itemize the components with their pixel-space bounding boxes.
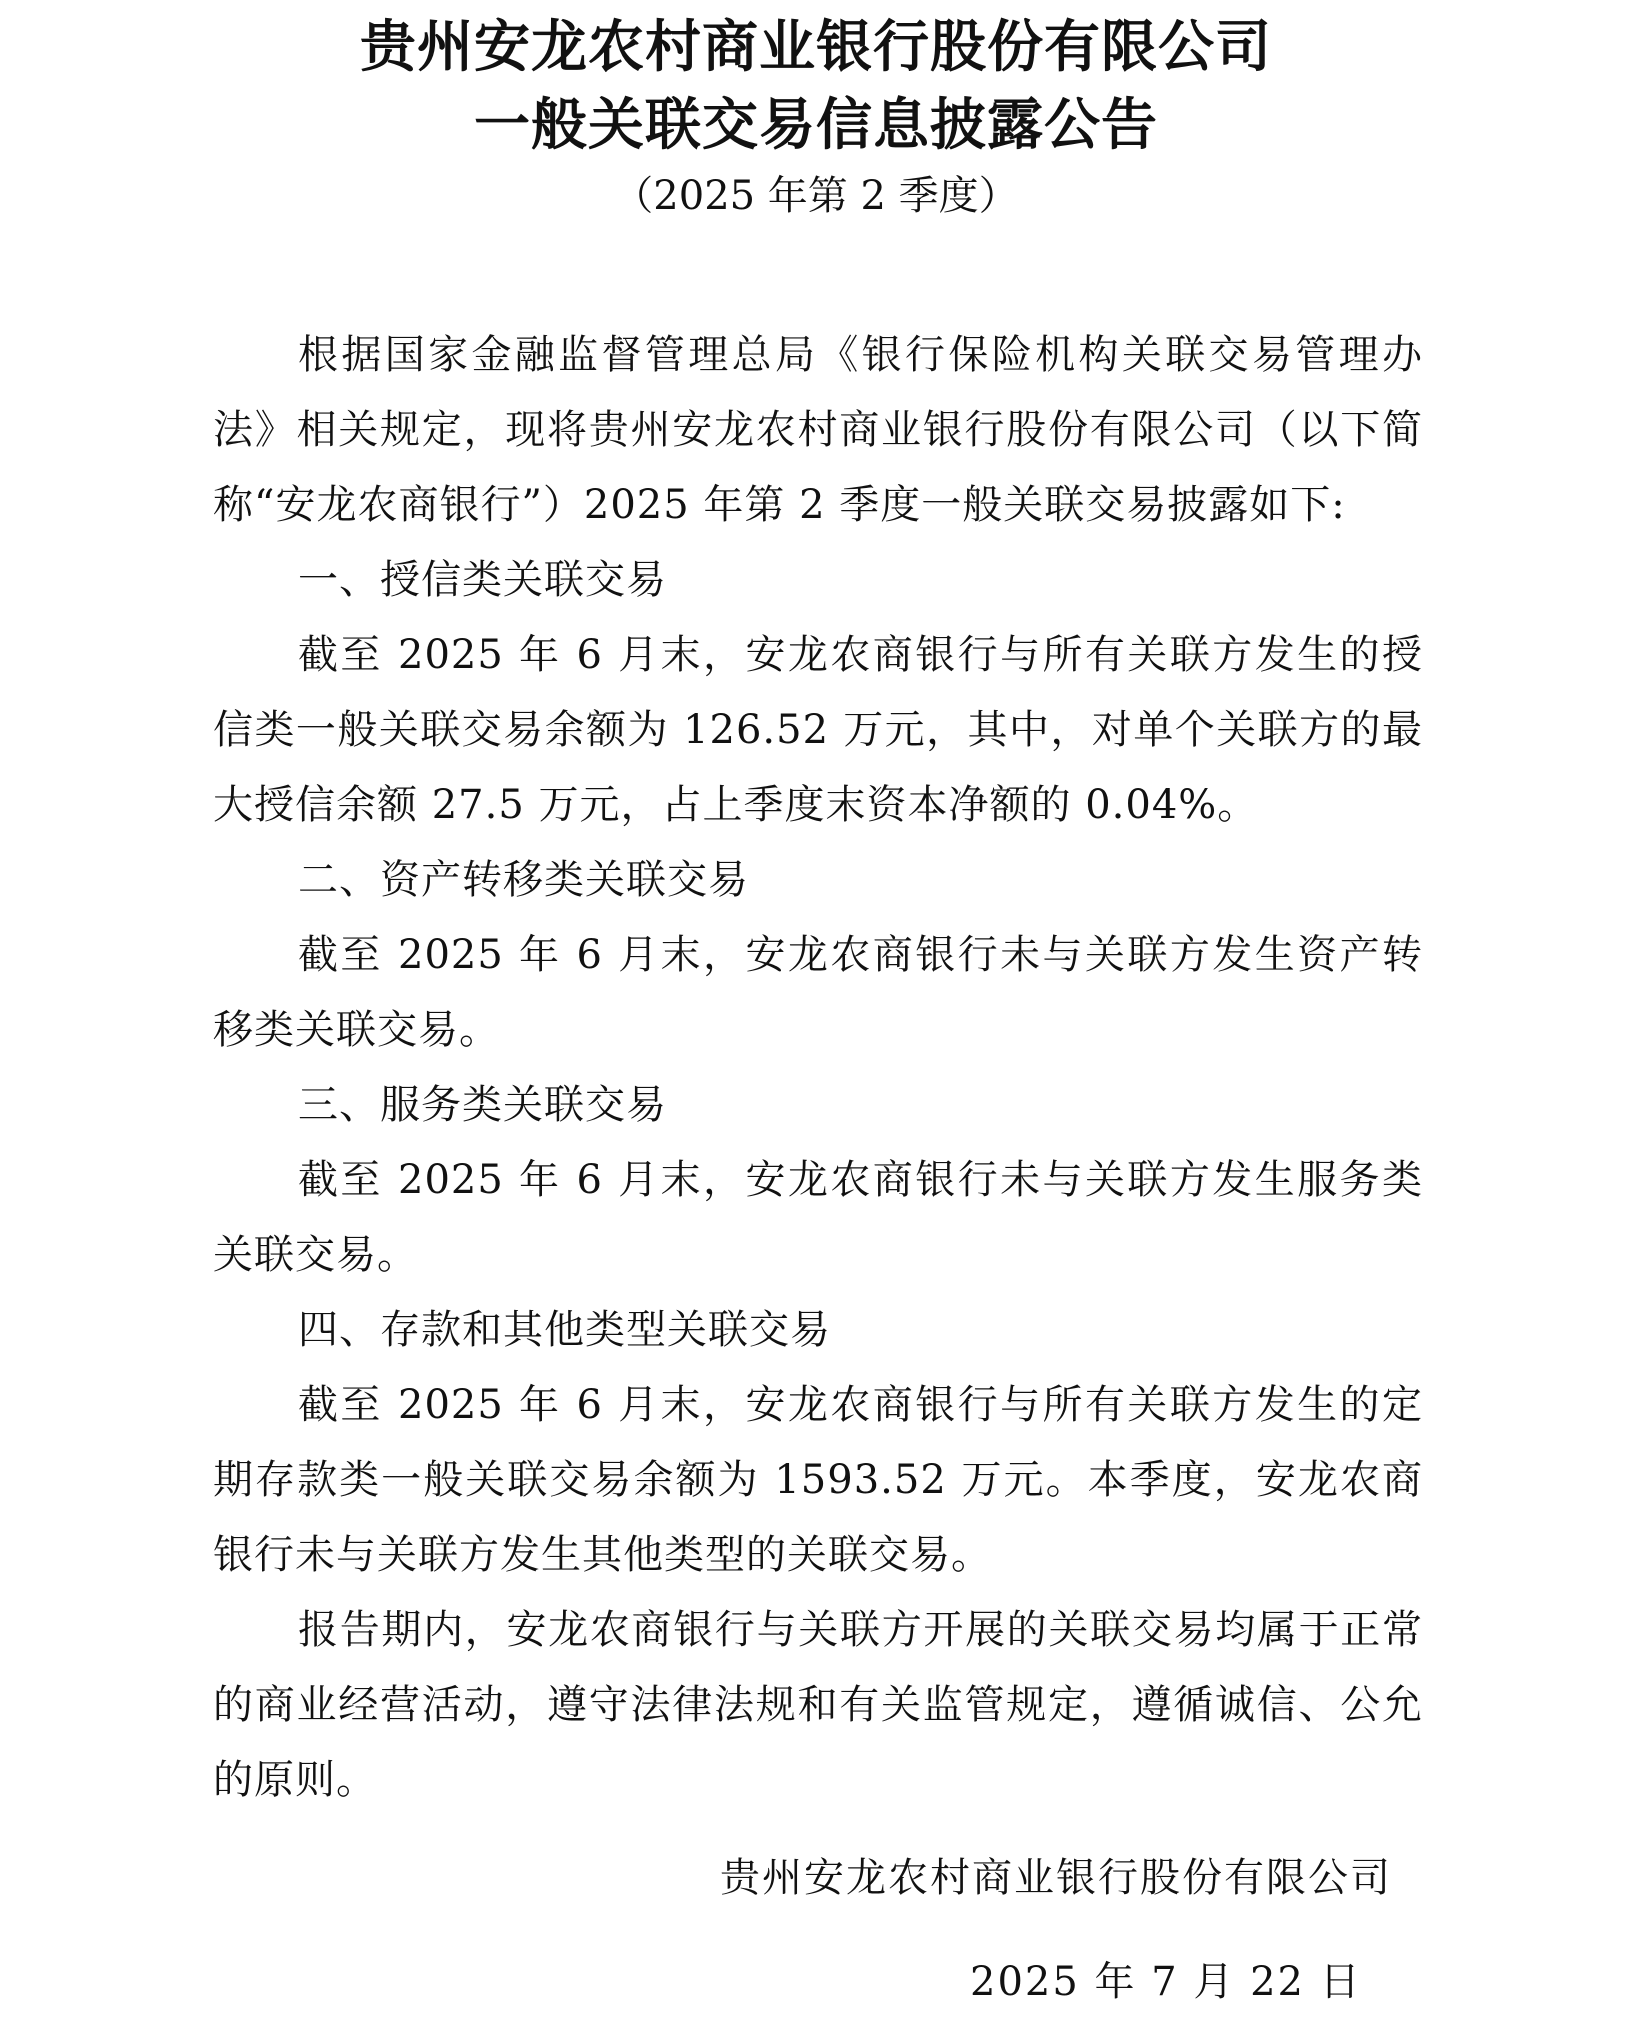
document-title-line2: 一般关联交易信息披露公告	[474, 92, 1158, 158]
document-subtitle: （2025 年第 2 季度）	[613, 173, 1019, 219]
section-heading-deposit-other: 四、存款和其他类型关联交易	[298, 1307, 831, 1353]
document-title-line1: 贵州安龙农村商业银行股份有限公司	[360, 14, 1272, 80]
signature-date: 2025 年 7 月 22 日	[970, 1959, 1362, 2005]
document-body	[213, 318, 1423, 1818]
signature-company: 贵州安龙农村商业银行股份有限公司	[720, 1855, 1392, 1901]
section-heading-asset-transfer: 二、资产转移类关联交易	[298, 857, 749, 903]
section-text-asset-transfer: 截至 2025 年 6 月末，安龙农商银行未与关联方发生资产转移类关联交易。	[213, 932, 1423, 1053]
intro-paragraph: 根据国家金融监督管理总局《银行保险机构关联交易管理办法》相关规定，现将贵州安龙农村商业银行股份有限公司（以下简称“安龙农商银行”）2025 年第 2 季度一般关联交易披露如下:	[213, 332, 1423, 528]
section-text-deposit-other: 截至 2025 年 6 月末，安龙农商银行与所有关联方发生的定期存款类一般关联交易余额为 1593.52 万元。本季度，安龙农商银行未与关联方发生其他类型的关联交易。	[213, 1382, 1423, 1578]
conclusion-paragraph: 报告期内，安龙农商银行与关联方开展的关联交易均属于正常的商业经营活动，遵守法律法规和有关监管规定，遵循诚信、公允的原则。	[213, 1607, 1423, 1803]
section-heading-credit: 一、授信类关联交易	[298, 557, 667, 603]
section-text-credit: 截至 2025 年 6 月末，安龙农商银行与所有关联方发生的授信类一般关联交易余额为 126.52 万元，其中，对单个关联方的最大授信余额 27.5 万元，占上季度末资本净额的 0.04%。	[213, 632, 1423, 828]
section-heading-service: 三、服务类关联交易	[298, 1082, 667, 1128]
section-text-service: 截至 2025 年 6 月末，安龙农商银行未与关联方发生服务类关联交易。	[213, 1157, 1423, 1278]
